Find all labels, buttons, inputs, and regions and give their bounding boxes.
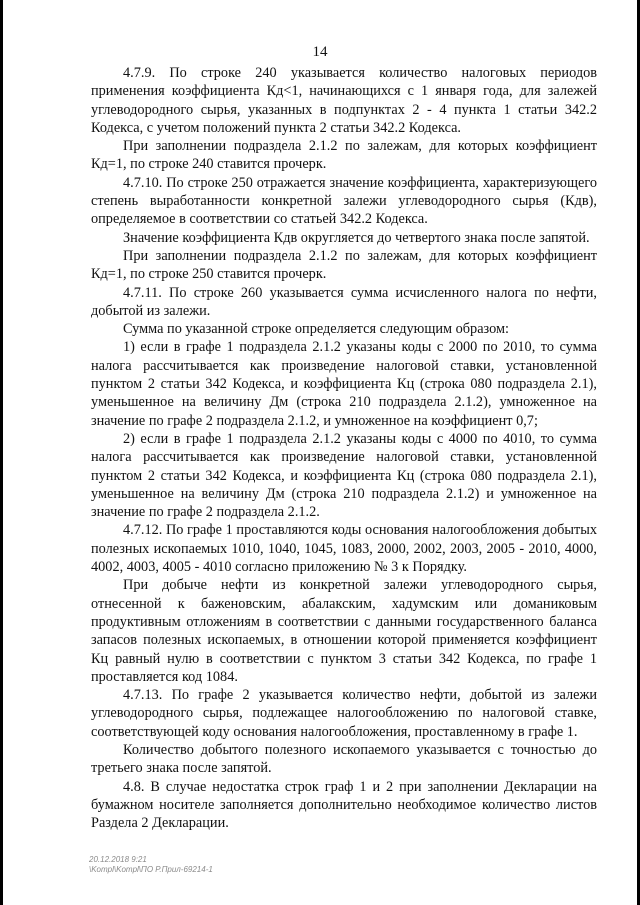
footer-file-path: \Kompl\Kompl\ПО Р.Прил-69214-1 (89, 865, 213, 874)
paragraph-4-7-9: 4.7.9. По строке 240 указывается количество налоговых периодов применения коэффициента Кд<1, начинающихся с 1 января года, для залежей углеводородного сырья, указанных в подпунктах 2 - 4 пункта 1 статьи 342.2 Кодекса, с учетом положений пункта 2 статьи 342.2 Кодекса. (91, 65, 597, 136)
page-number: 14 (312, 44, 328, 60)
paragraph: Количество добытого полезного ископаемого указывается с точностью до третьего знака после запятой. (91, 741, 597, 777)
paragraph-4-7-10: 4.7.10. По строке 250 отражается значение коэффициента, характеризующего степень выработанности конкретной залежи углеводородного сырья (Кдв), определяемое в соответствии со статьей 342.2 Кодекса. (91, 174, 597, 228)
list-item: 2) если в графе 1 подраздела 2.1.2 указаны коды с 4000 по 4010, то сумма налога рассчитывается как произведение налоговой ставки, установленной пунктом 2 статьи 342 Кодекса, и коэффициента Кц (строка 080 подраздела 2.1), уменьшенное на величину Дм (строка 210 подраздела 2.1.2) и умноженное на значение по графе 2 подраздела 2.1.2. (91, 430, 597, 521)
paragraph-4-7-12: 4.7.12. По графе 1 проставляются коды основания налогообложения добытых полезных ископаемых 1010, 1040, 1045, 1083, 2000, 2002, 2003, 2005 - 2010, 4000, 4002, 4003, 4005 - 4010 согласно приложению № 3 к Порядку. (91, 522, 597, 576)
document-footer (89, 855, 213, 875)
paragraph: Значение коэффициента Кдв округляется до четвертого знака после запятой. (123, 229, 590, 246)
paragraph-4-7-13: 4.7.13. По графе 2 указывается количество нефти, добытой из залежи углеводородного сырья, подлежащее налогообложению по налоговой ставке, соответствующей коду основания налогообложения, проставленному в графе 1. (91, 687, 597, 740)
paragraph-4-7-11: 4.7.11. По строке 260 указывается сумма исчисленного налога по нефти, добытой из залежи. (91, 284, 597, 319)
list-item: 1) если в графе 1 подраздела 2.1.2 указаны коды с 2000 по 2010, то сумма налога рассчитывается как произведение налоговой ставки, установленной пунктом 2 статьи 342 Кодекса, и коэффициента Кц (строка 080 подраздела 2.1), уменьшенное на величину Дм (строка 210 подраздела 2.1.2), умноженное на значение по графе 2 подраздела 2.1.2, и умноженное на коэффициент 0,7; (91, 339, 597, 429)
paragraph: Сумма по указанной строке определяется следующим образом: (123, 321, 509, 338)
paragraph: При заполнении подраздела 2.1.2 по залежам, для которых коэффициент Кд=1, по строке 250 ставится прочерк. (91, 247, 597, 283)
paragraph: При добыче нефти из конкретной залежи углеводородного сырья, отнесенной к баженовским, абалакским, хадумским или доманиковым продуктивным отложениям в соответствии с данными государственного баланса запасов полезных ископаемых, в отношении которой применяется коэффициент Кц равный нулю в соответствии с пунктом 3 статьи 342 Кодекса, по графе 1 проставляется код 1084. (91, 577, 597, 685)
footer-timestamp: 20.12.2018 9:21 (89, 855, 147, 864)
paragraph: При заполнении подраздела 2.1.2 по залежам, для которых коэффициент Кд=1, по строке 240 ставится прочерк. (91, 138, 597, 173)
paragraph-4-8: 4.8. В случае недостатка строк граф 1 и 2 при заполнении Декларации на бумажном носителе заполняется дополнительно необходимое количество листов Раздела 2 Декларации. (91, 778, 597, 832)
document-body (91, 64, 597, 832)
